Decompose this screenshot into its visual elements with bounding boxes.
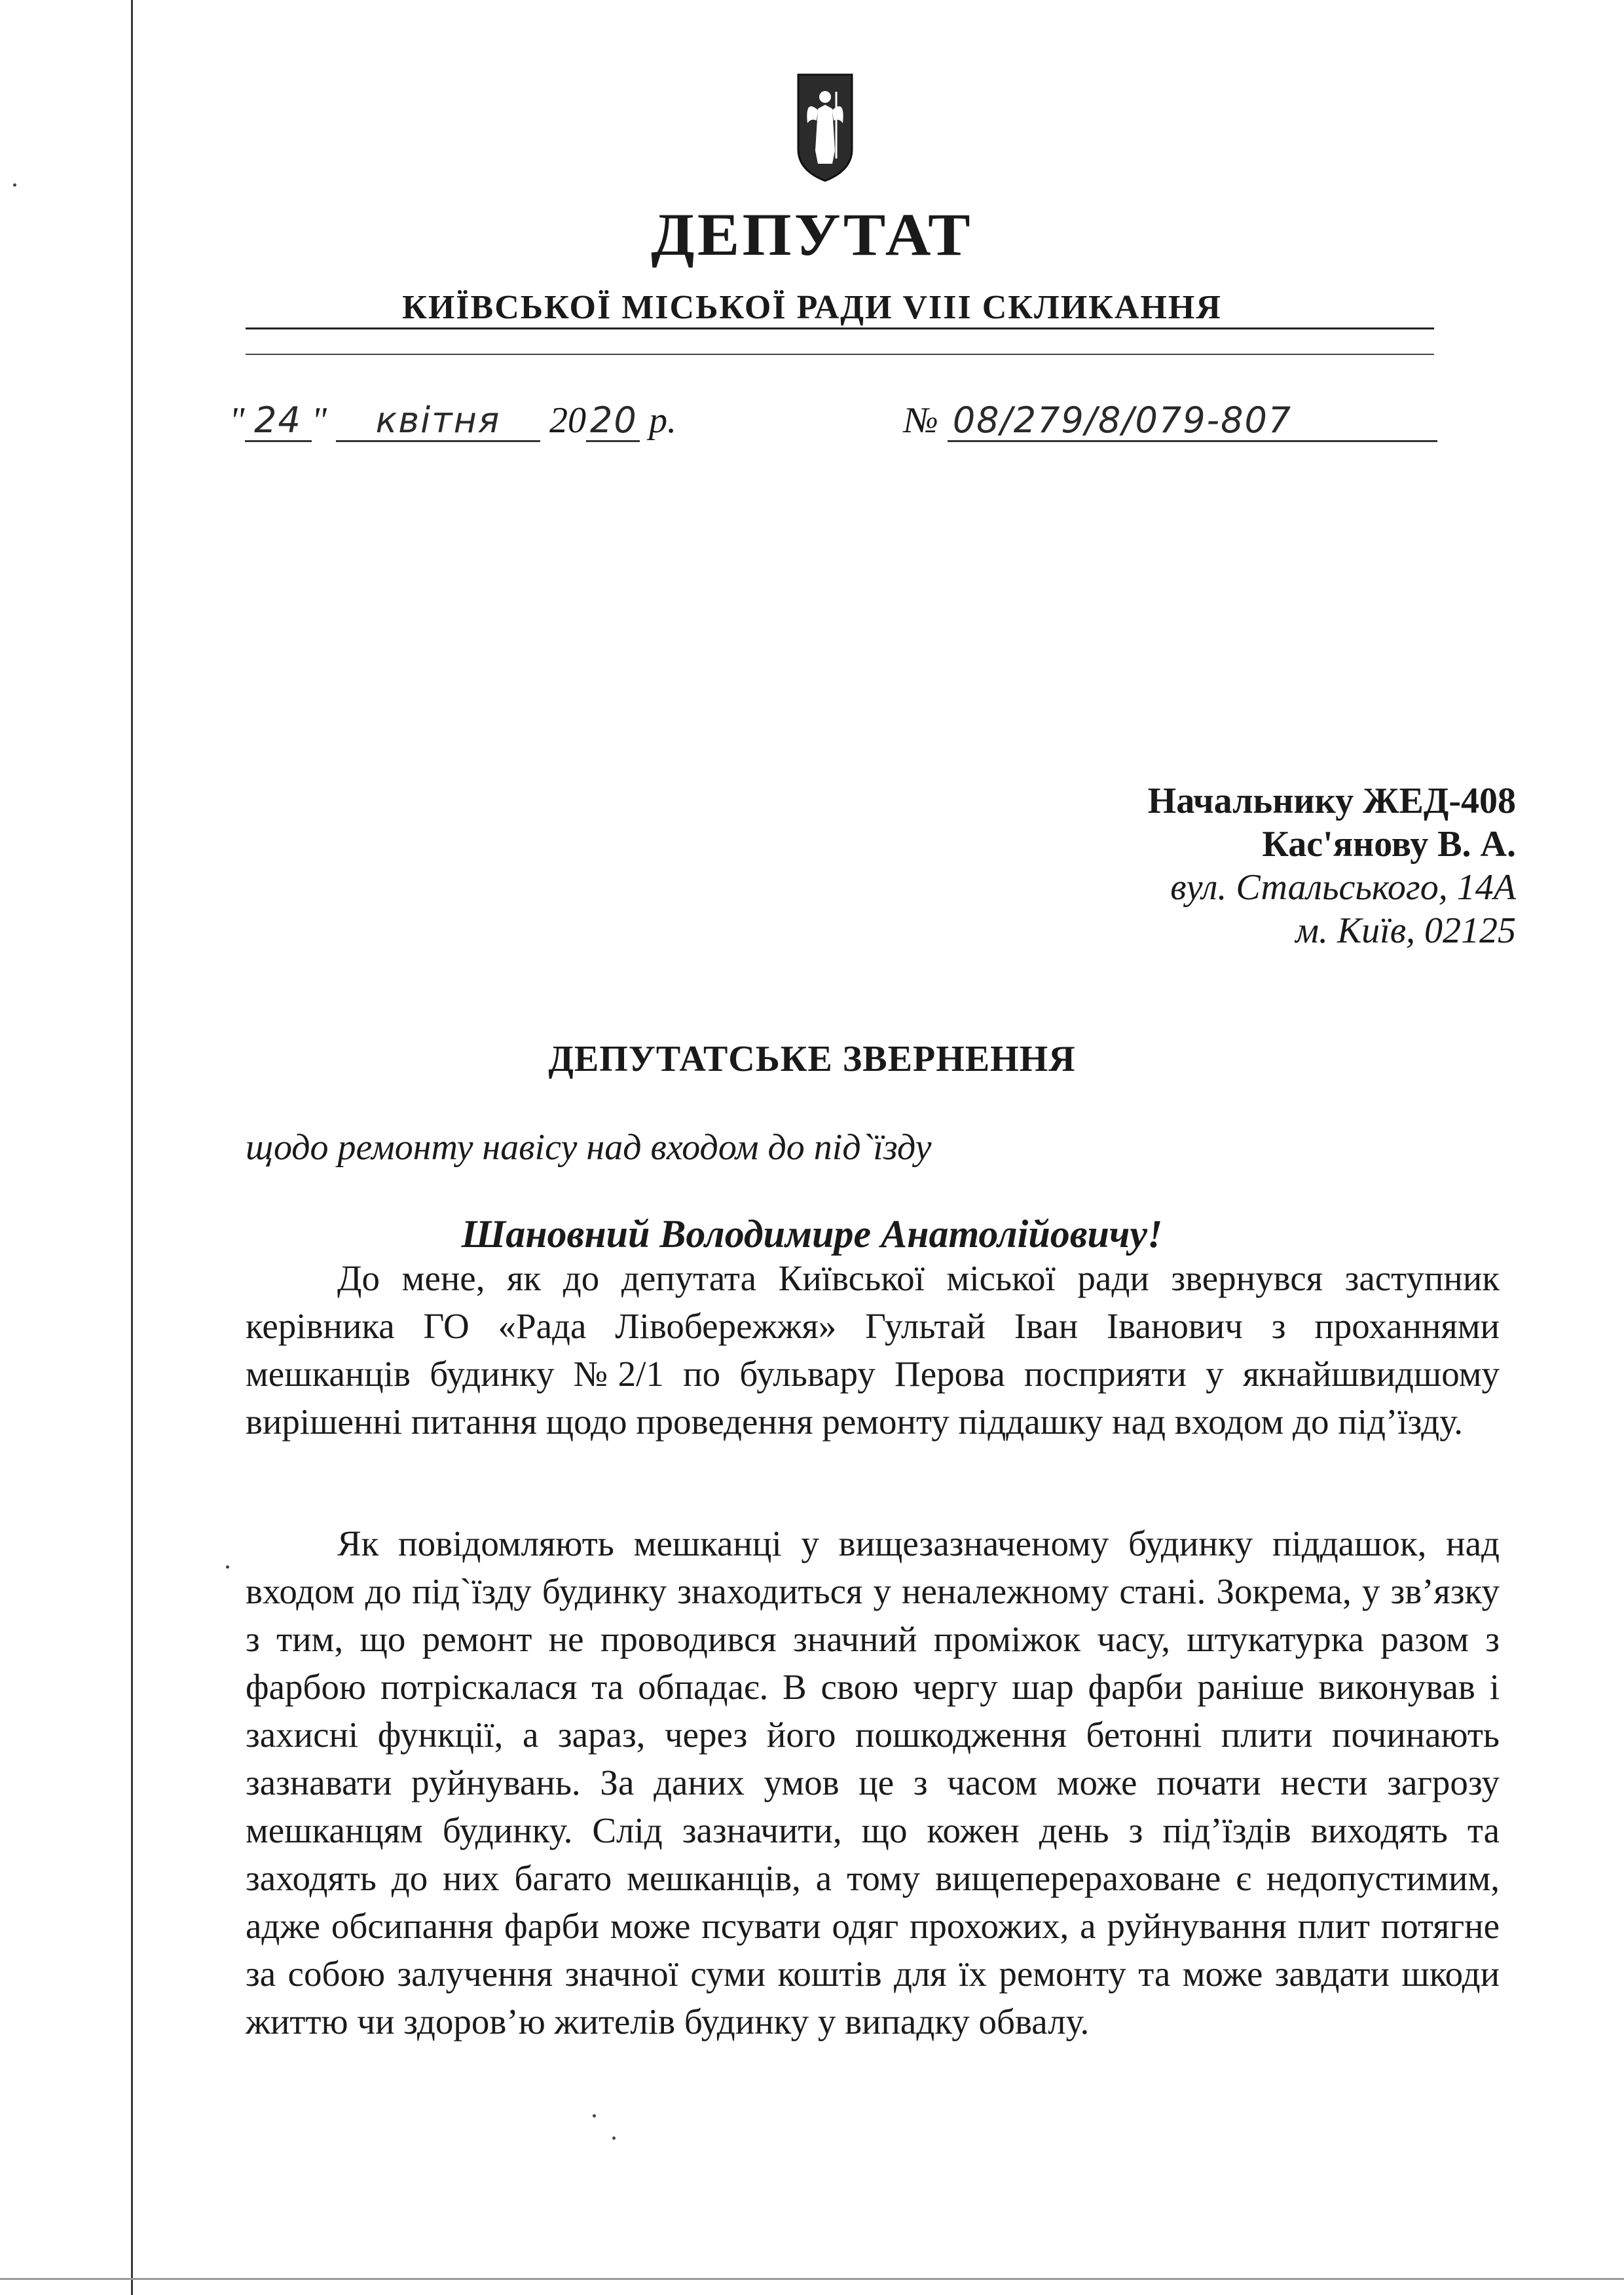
body-paragraph: До мене, як до депутата Київської міської ради звернувся заступник керівника ГО «Рада Лівобережжя» Гультай Іван Іванович з проханнями мешканців будинку №2/1 по бульвару Перова посприяти у якнайшвидшому вирішенні питання щодо проведення ремонту піддашку над входом до під’їзду. [246, 1258, 1500, 1442]
document-subject: щодо ремонту навісу над входом до під`їзду [246, 1127, 932, 1168]
recipient-name: Кас'янову В. А. [1262, 824, 1516, 865]
reference-line [904, 400, 1437, 442]
greeting: Шановний Володимире Анатолійовичу! [461, 1212, 1163, 1256]
reference-number: 08/279/8/079-807 [948, 401, 1437, 442]
header-rule [246, 354, 1434, 355]
recipient-city: м. Київ, 02125 [1295, 910, 1516, 952]
date-quote-open: " [229, 400, 245, 441]
scan-speck [226, 1565, 229, 1569]
scan-bottom-edge [0, 2278, 1624, 2280]
recipient-block [1148, 779, 1516, 952]
recipient-street: вул. Стальського, 14А [1170, 867, 1516, 908]
date-quote-close: " [311, 400, 327, 441]
letterhead-title: ДЕПУТАТ [651, 201, 973, 268]
date-day: 24 [245, 401, 312, 442]
date-year-suffix: 20 [586, 401, 640, 442]
scan-left-edge [131, 0, 133, 2295]
scan-speck [612, 2136, 616, 2140]
recipient-position: Начальнику ЖЕД-408 [1147, 781, 1516, 821]
date-month: квітня [336, 401, 540, 442]
kyiv-coat-of-arms-icon [796, 72, 855, 183]
document-title: ДЕПУТАТСЬКЕ ЗВЕРНЕННЯ [548, 1039, 1076, 1079]
scan-speck [593, 2114, 596, 2118]
body-paragraph: Як повідомляють мешканці у вищезазначеному будинку піддашок, над входом до під`їзду будинку знаходиться у неналежному стані. Зокрема, у зв’язку з тим, що ремонт не проводився значний проміжок часу, штукатурка разом з фарбою потріскалася та обпадає. В свою чергу шар фарби раніше виконував і захисні функції, а зараз, через його пошкодження бетонні плити починають зазнавати руйнувань. За даних умов це з часом може почати нести загрозу мешканцям будинку. Слід зазначити, що кожен день з під’їздів виходять та заходять до них багато мешканців, а тому вищеперераховане є недопустимим, адже обсипання фарби може псувати одяг прохожих, а руйнування плит потягне за собою залучення значної суми коштів для їх ремонту та може завдати шкоди життю чи здоров’ю жителів будинку у випадку обвалу. [246, 1523, 1500, 2042]
date-line [229, 400, 676, 442]
scan-speck [13, 183, 16, 187]
date-suffix: р. [649, 400, 677, 441]
header-rule [246, 327, 1434, 329]
date-year-prefix: 20 [549, 400, 587, 441]
reference-prefix: № [904, 400, 938, 441]
letterhead-subtitle: КИЇВСЬКОЇ МІСЬКОЇ РАДИ VIII СКЛИКАННЯ [402, 289, 1222, 326]
